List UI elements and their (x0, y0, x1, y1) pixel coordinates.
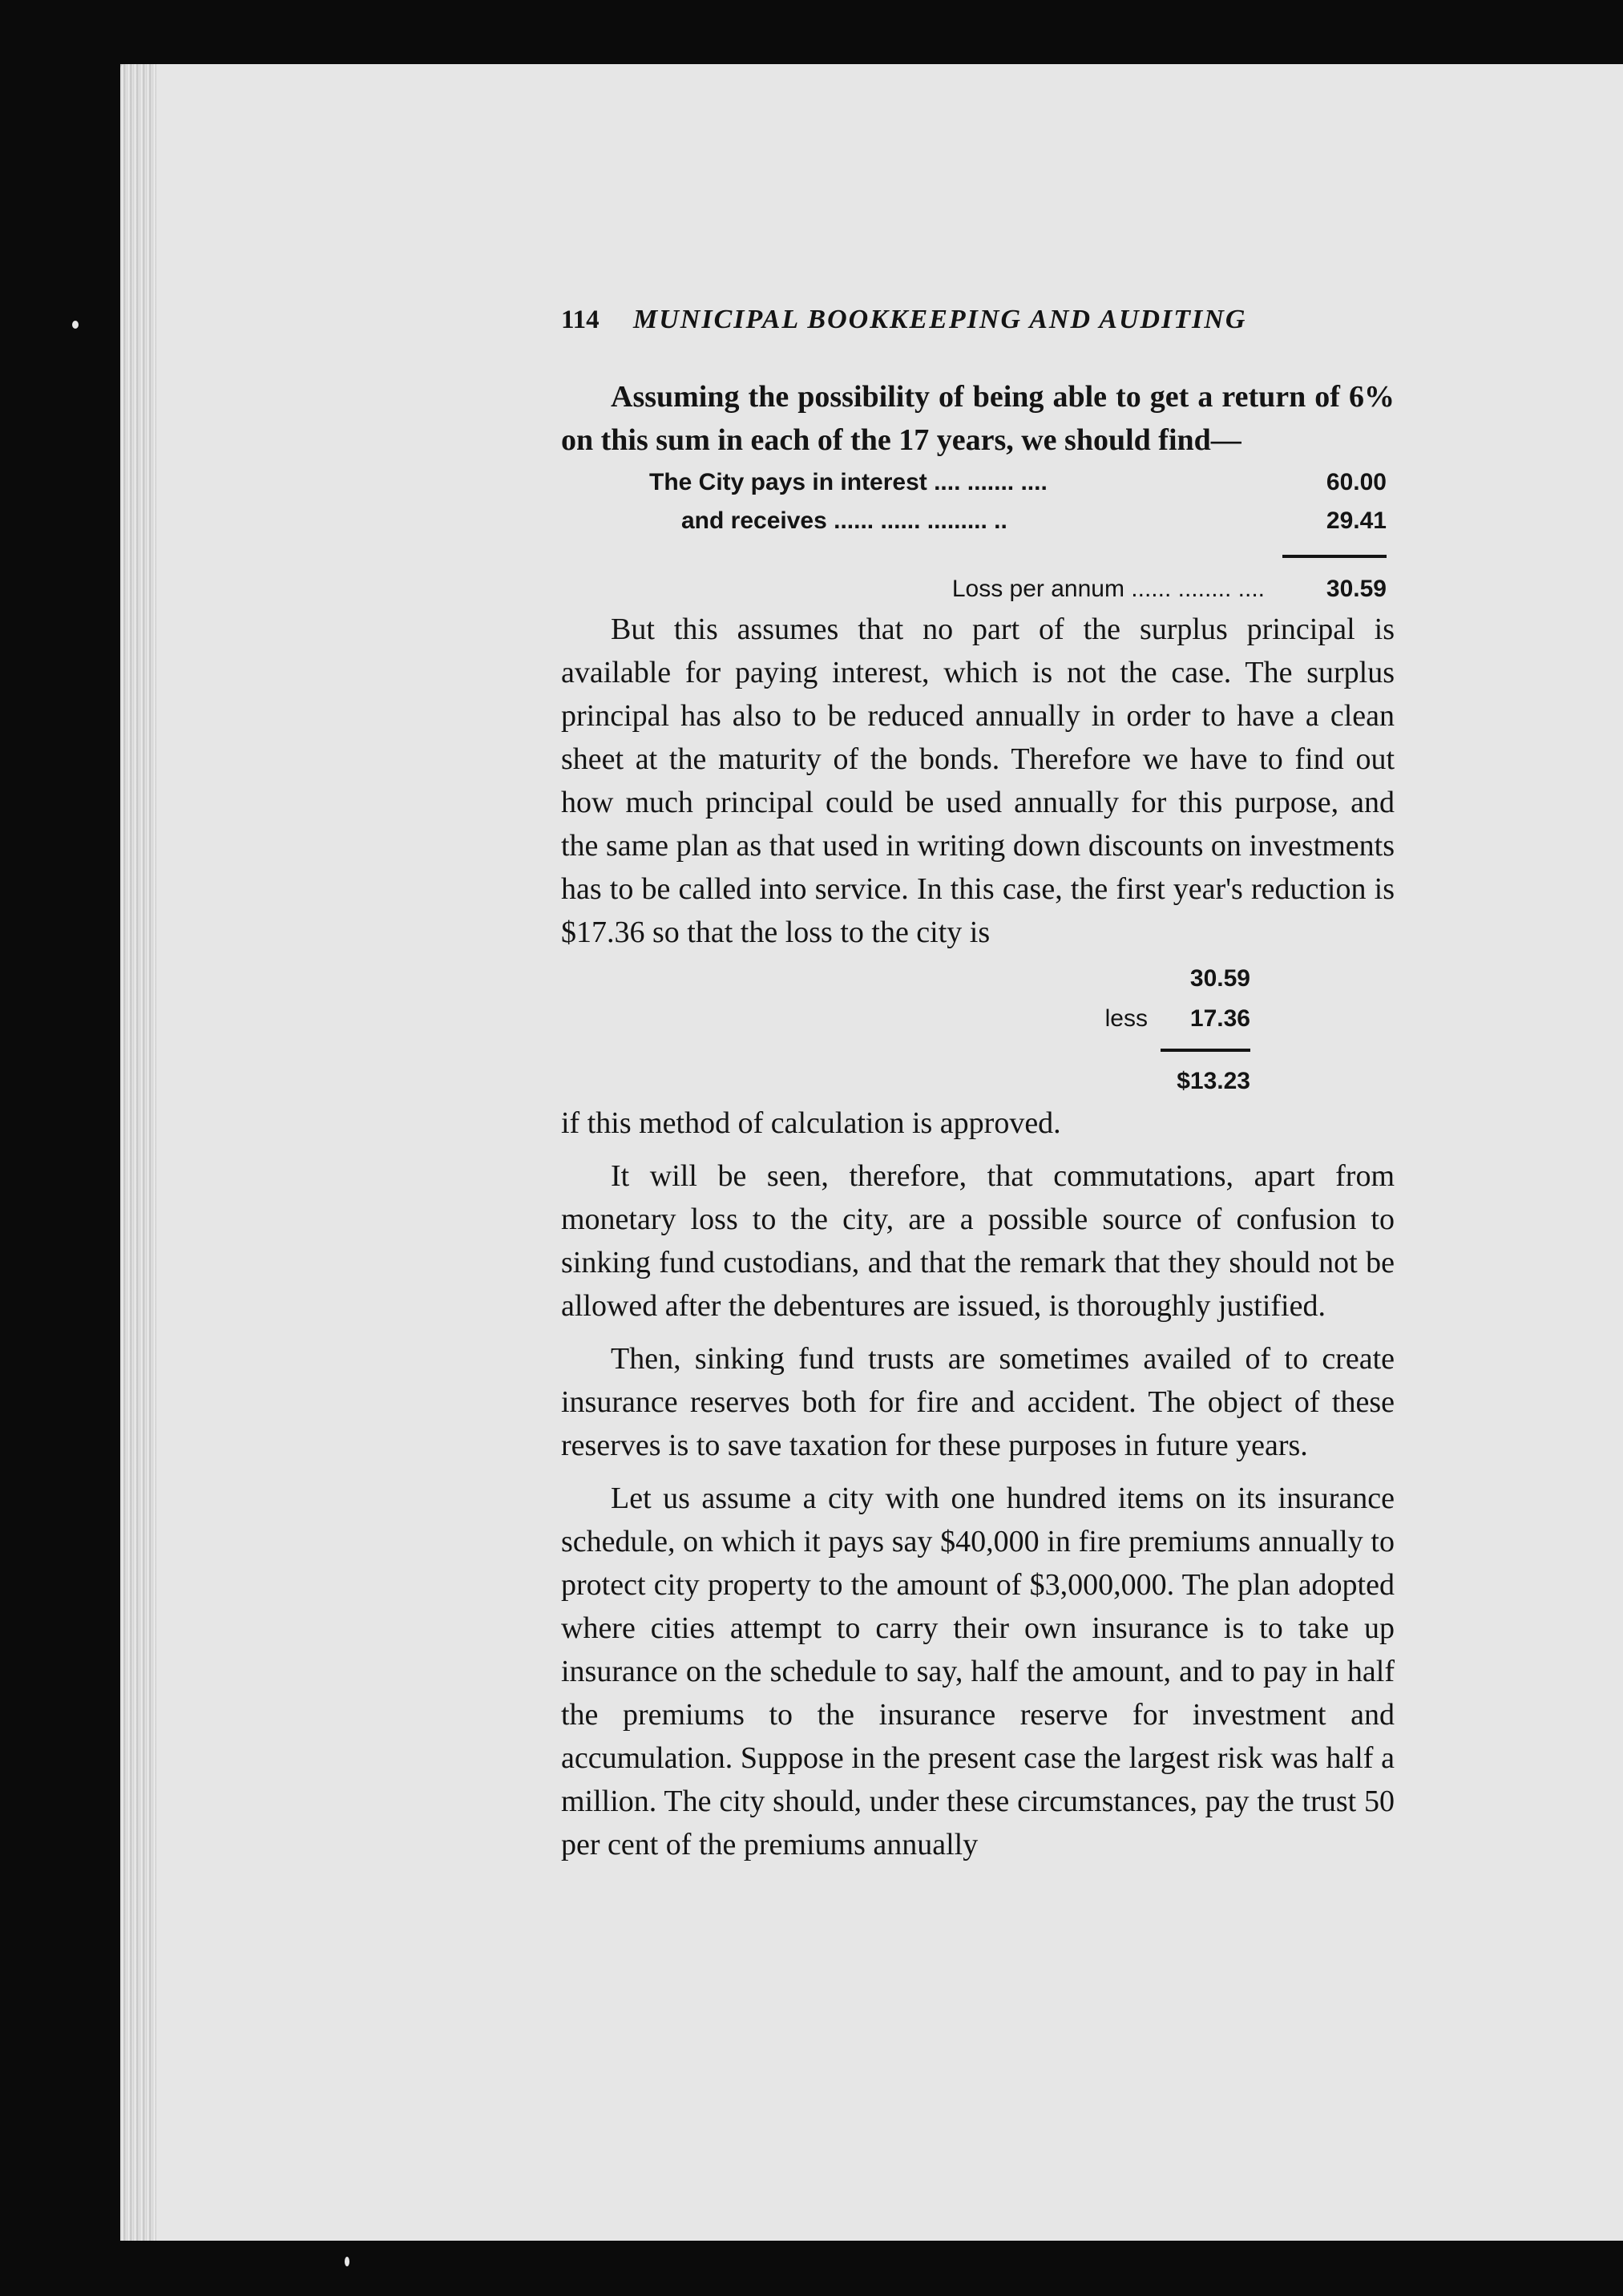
calc-row-receives (649, 502, 1387, 540)
sub-value: 30.59 (1189, 965, 1250, 992)
loss-value: 30.59 (1326, 576, 1387, 602)
sub-row-subtrahend (994, 999, 1250, 1039)
page-text (561, 305, 1395, 1866)
interest-calculation (649, 463, 1395, 558)
running-head: MUNICIPAL BOOKKEEPING AND AUDITING (633, 305, 1247, 334)
dust-speck (345, 2257, 349, 2266)
sum-rule (1282, 555, 1387, 558)
paragraph-insurance-schedule: Let us assume a city with one hundred items on its insurance schedule, on which it pays say $40,000 in fire premiums annually to protect city property to the amount of $3,000,000. The plan adopted where cities attempt to carry their own insurance is to take up insurance on the schedule to say, half the amount, and to pay in half the premiums to the insurance reserve for investment and accumulation. Suppose in the present case the largest risk was half a million. The city should, under these circumstances, pay the trust 50 per cent of the premiums annually (561, 1481, 1395, 1861)
calc-value: 60.00 (1326, 469, 1387, 495)
calc-label: and receives ...... ...... ......... .. (681, 507, 1007, 534)
loss-per-annum-row (561, 571, 1387, 608)
intro-paragraph: Assuming the possibility of being able to get a return of 6% on this sum in each of the 17 years, we should find— (561, 380, 1395, 457)
paragraph-commutations: It will be seen, therefore, that commutations, apart from monetary loss to the city, are a possible source of confusion to sinking fund custodians, and that the remark that they should not be allowed after the debentures are issued, is thoroughly justified. (561, 1159, 1395, 1323)
sub-result: $13.23 (1177, 1068, 1250, 1094)
calc-row-interest (649, 463, 1387, 502)
page-header (561, 305, 1395, 353)
sub-value: 17.36 (1189, 1005, 1250, 1032)
sub-row-minuend (994, 959, 1250, 999)
page-edge (120, 64, 156, 2241)
calc-value: 29.41 (1326, 507, 1387, 534)
paragraph-continuation: if this method of calculation is approved. (561, 1106, 1061, 1140)
paragraph-surplus-principal: But this assumes that no part of the surplus principal is available for paying interest, which is not the case. The surplus principal has also to be reduced annually in order to have a clean sheet at the maturity of the bonds. Therefore we have to find out how much principal could be used annually for this purpose, and the same plan as that used in writing down discounts on investments has to be called into service. In this case, the first year's reduction is $17.36 so that the loss to the city is (561, 612, 1395, 949)
dust-speck (72, 321, 79, 329)
sub-row-result (994, 1061, 1250, 1102)
page-number: 114 (561, 305, 600, 334)
calc-label: The City pays in interest .... ....... .... (649, 469, 1048, 495)
sub-label: less (1104, 1005, 1148, 1032)
sub-rule (1161, 1049, 1250, 1052)
paragraph-insurance-reserves: Then, sinking fund trusts are sometimes availed of to create insurance reserves both for fire and accident. The object of these reserves is to save taxation for these purposes in future years. (561, 1342, 1395, 1462)
loss-label: Loss per annum ...... ........ .... (951, 576, 1265, 602)
loss-subtraction (994, 959, 1395, 1102)
